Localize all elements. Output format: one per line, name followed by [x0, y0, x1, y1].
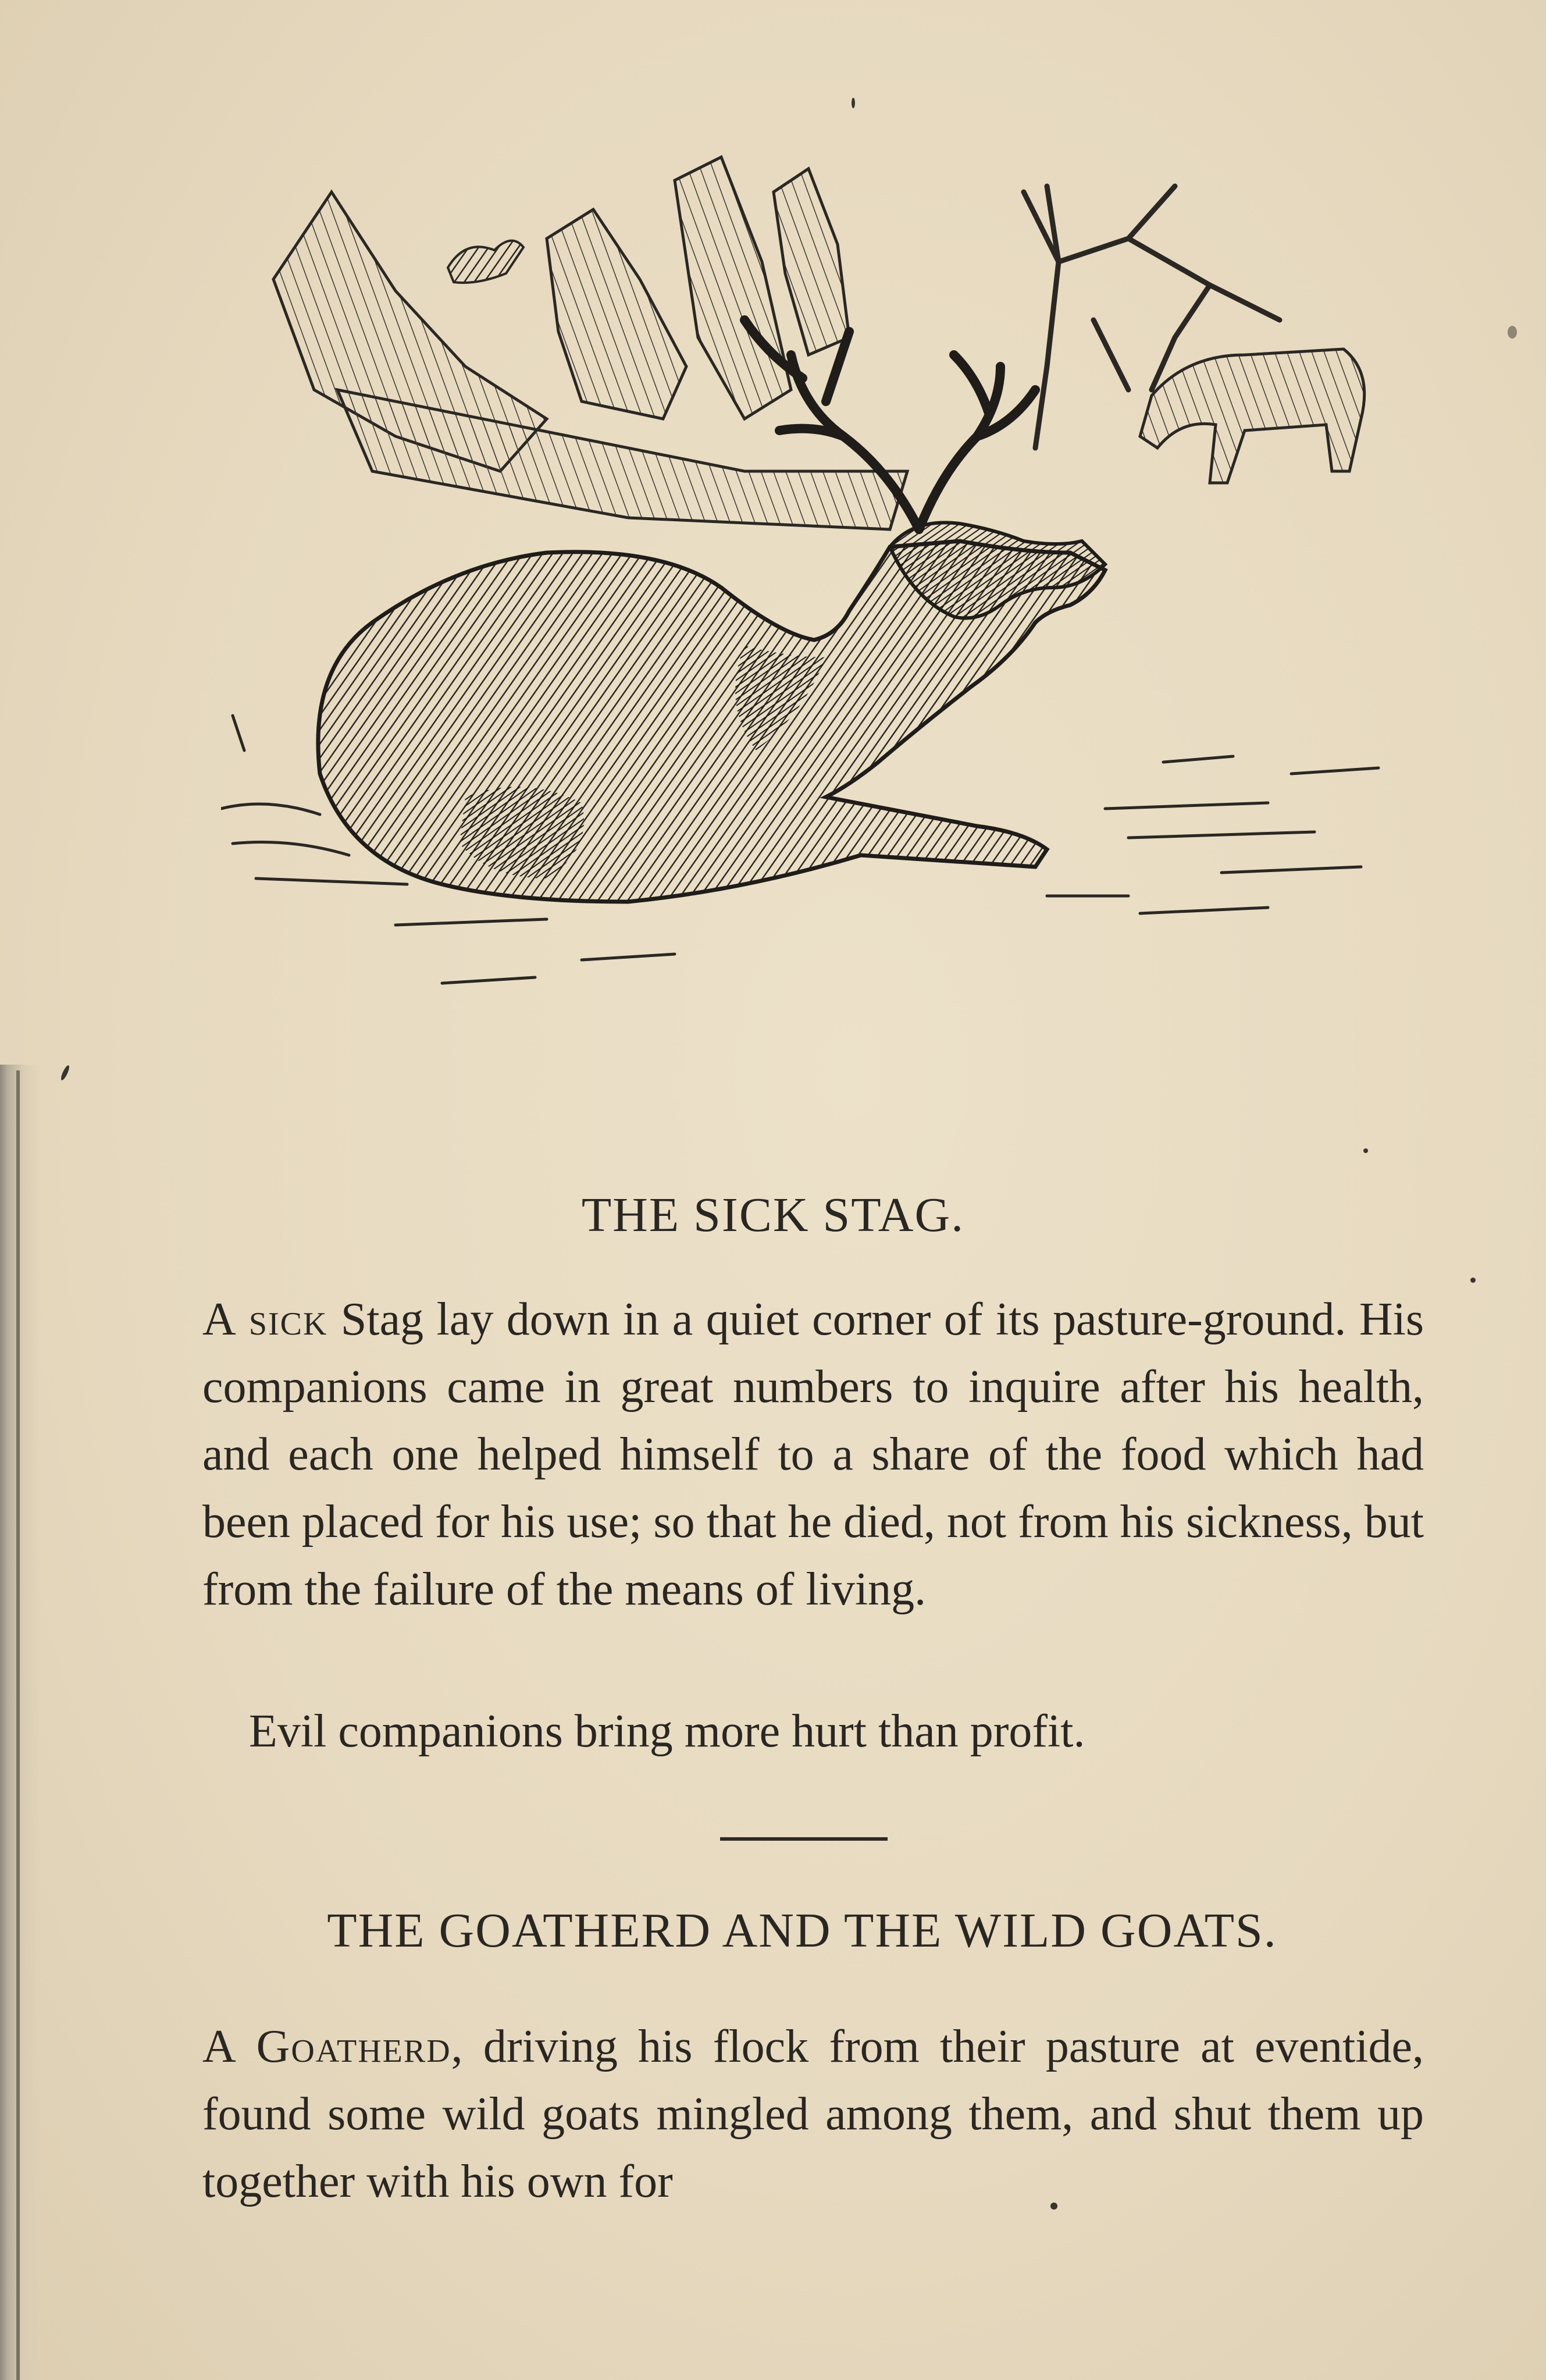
- ink-speck: [59, 1065, 70, 1082]
- grazing-deer: [1140, 349, 1365, 483]
- story-moral-sick-stag: Evil companions bring more hurt than profit.: [249, 1706, 1085, 1757]
- ink-speck: [1050, 2203, 1057, 2210]
- story-title-sick-stag: THE SICK STAG.: [581, 1188, 965, 1242]
- story-body-sick-stag: Stag lay down in a quiet corner of its pasture-ground. His companions came in great numbers to inquire after his health, and each one helped himself to a share of the food which had been placed for his use; so that he died, not from his sickness, but from the failure of the means of living.: [202, 1294, 1424, 1615]
- ink-speck: [852, 98, 855, 108]
- binding-edge-line: [16, 1070, 20, 2380]
- story-lead-goatherd: A Goatherd: [202, 2021, 451, 2072]
- ink-speck: [1470, 1278, 1476, 1283]
- story-text-sick-stag: [202, 1286, 1424, 1623]
- story-title-goatherd: THE GOATHERD AND THE WILD GOATS.: [327, 1904, 1277, 1958]
- section-divider: [720, 1837, 888, 1841]
- story-body-goatherd: , driving his flock from their pasture at eventide, found some wild goats mingled among them, and shut them up together with his own for: [202, 2021, 1424, 2207]
- ink-speck: [1363, 1148, 1368, 1153]
- story-lead-sick-stag: A sick: [202, 1294, 328, 1345]
- story-text-goatherd: [202, 2013, 1424, 2215]
- binding-shadow: [0, 1065, 41, 2380]
- small-bird: [448, 241, 523, 283]
- sick-stag-engraving: [221, 145, 1419, 1065]
- ink-speck: [1508, 326, 1517, 339]
